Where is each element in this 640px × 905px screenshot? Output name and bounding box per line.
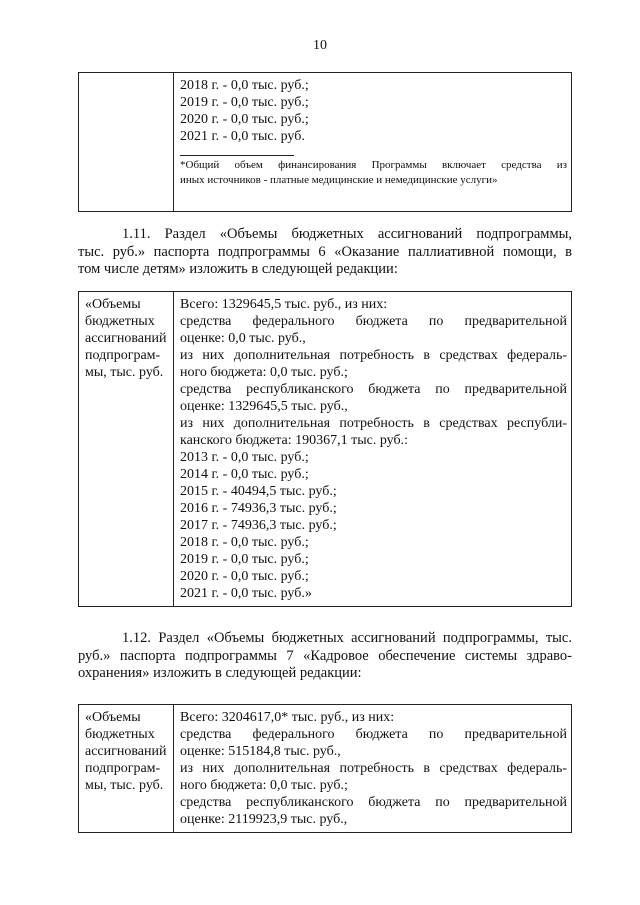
- table-label-cell-empty: [79, 73, 174, 212]
- content-line: Всего: 3204617,0* тыс. руб., из них:: [180, 710, 395, 725]
- footnote-line: иных источников - платные медицинские и немедицинские услуги»: [180, 174, 498, 186]
- label-line: бюджетных: [85, 727, 155, 742]
- label-line: «Объемы: [85, 710, 141, 725]
- funding-year-line: 2017 г. - 74936,3 тыс. руб.;: [180, 518, 337, 533]
- content-line: оценке: 0,0 тыс. руб.,: [180, 331, 306, 346]
- page-number: 10: [313, 38, 327, 53]
- paragraph-line: руб.» паспорта подпрограммы 7 «Кадровое обеспечение системы здраво-: [78, 647, 572, 664]
- paragraph-line: охранения» изложить в следующей редакции:: [78, 665, 362, 681]
- label-line: ассигнований: [85, 331, 167, 346]
- label-line: бюджетных: [85, 314, 155, 329]
- footnote-divider: [180, 155, 294, 156]
- funding-year-line: 2021 г. - 0,0 тыс. руб.: [180, 129, 305, 144]
- funding-year-line: 2021 г. - 0,0 тыс. руб.»: [180, 586, 312, 601]
- funding-year-line: 2018 г. - 0,0 тыс. руб.;: [180, 78, 309, 93]
- content-line: ного бюджета: 0,0 тыс. руб.;: [180, 365, 348, 380]
- content-line: средства федерального бюджета по предварительной: [180, 727, 567, 742]
- funding-year-line: 2018 г. - 0,0 тыс. руб.;: [180, 535, 309, 550]
- content-line: оценке: 1329645,5 тыс. руб.,: [180, 399, 348, 414]
- table-label-cell: [79, 705, 174, 833]
- table-content-cell: [174, 292, 572, 607]
- funding-year-line: 2019 г. - 0,0 тыс. руб.;: [180, 552, 309, 567]
- paragraph-1-12: [78, 630, 572, 683]
- content-line: Всего: 1329645,5 тыс. руб., из них:: [180, 297, 388, 312]
- funding-year-line: 2015 г. - 40494,5 тыс. руб.;: [180, 484, 337, 499]
- funding-year-line: 2019 г. - 0,0 тыс. руб.;: [180, 95, 309, 110]
- paragraph-line: тыс. руб.» паспорта подпрограммы 6 «Оказание паллиативной помощи, в: [78, 243, 572, 260]
- content-line: оценке: 515184,8 тыс. руб.,: [180, 744, 341, 759]
- label-line: подпрограм-: [85, 761, 161, 776]
- table-budget-subprogram-6: [78, 291, 572, 607]
- label-line: ассигнований: [85, 744, 167, 759]
- table-budget-subprogram-7: [78, 704, 572, 833]
- label-line: мы, тыс. руб.: [85, 365, 164, 380]
- content-line: оценке: 2119923,9 тыс. руб.,: [180, 812, 348, 827]
- footnote-line: *Общий объем финансирования Программы включает средства из: [180, 159, 567, 171]
- paragraph-line: том числе детям» изложить в следующей редакции:: [78, 261, 398, 277]
- table-content-cell: [174, 73, 572, 212]
- label-line: «Объемы: [85, 297, 141, 312]
- funding-year-line: 2020 г. - 0,0 тыс. руб.;: [180, 112, 309, 127]
- label-line: мы, тыс. руб.: [85, 778, 164, 793]
- label-line: подпрограм-: [85, 348, 161, 363]
- paragraph-line: 1.11. Раздел «Объемы бюджетных ассигнований подпрограммы,: [122, 226, 572, 242]
- paragraph-line: 1.12. Раздел «Объемы бюджетных ассигнований подпрограммы, тыс.: [122, 630, 572, 646]
- content-line: средства федерального бюджета по предварительной: [180, 314, 567, 329]
- funding-year-line: 2016 г. - 74936,3 тыс. руб.;: [180, 501, 337, 516]
- table-budget-continued: [78, 72, 572, 212]
- content-line: из них дополнительная потребность в средствах федераль-: [180, 348, 567, 363]
- table-label-cell: [79, 292, 174, 607]
- paragraph-1-11: [78, 226, 572, 279]
- funding-year-line: 2014 г. - 0,0 тыс. руб.;: [180, 467, 309, 482]
- content-line: средства республиканского бюджета по предварительной: [180, 382, 567, 397]
- content-line: ного бюджета: 0,0 тыс. руб.;: [180, 778, 348, 793]
- content-line: из них дополнительная потребность в средствах республи-: [180, 416, 567, 431]
- content-line: канского бюджета: 190367,1 тыс. руб.:: [180, 433, 408, 448]
- content-line: из них дополнительная потребность в средствах федераль-: [180, 761, 567, 776]
- table-content-cell: [174, 705, 572, 833]
- funding-year-line: 2020 г. - 0,0 тыс. руб.;: [180, 569, 309, 584]
- funding-year-line: 2013 г. - 0,0 тыс. руб.;: [180, 450, 309, 465]
- content-line: средства республиканского бюджета по предварительной: [180, 795, 567, 810]
